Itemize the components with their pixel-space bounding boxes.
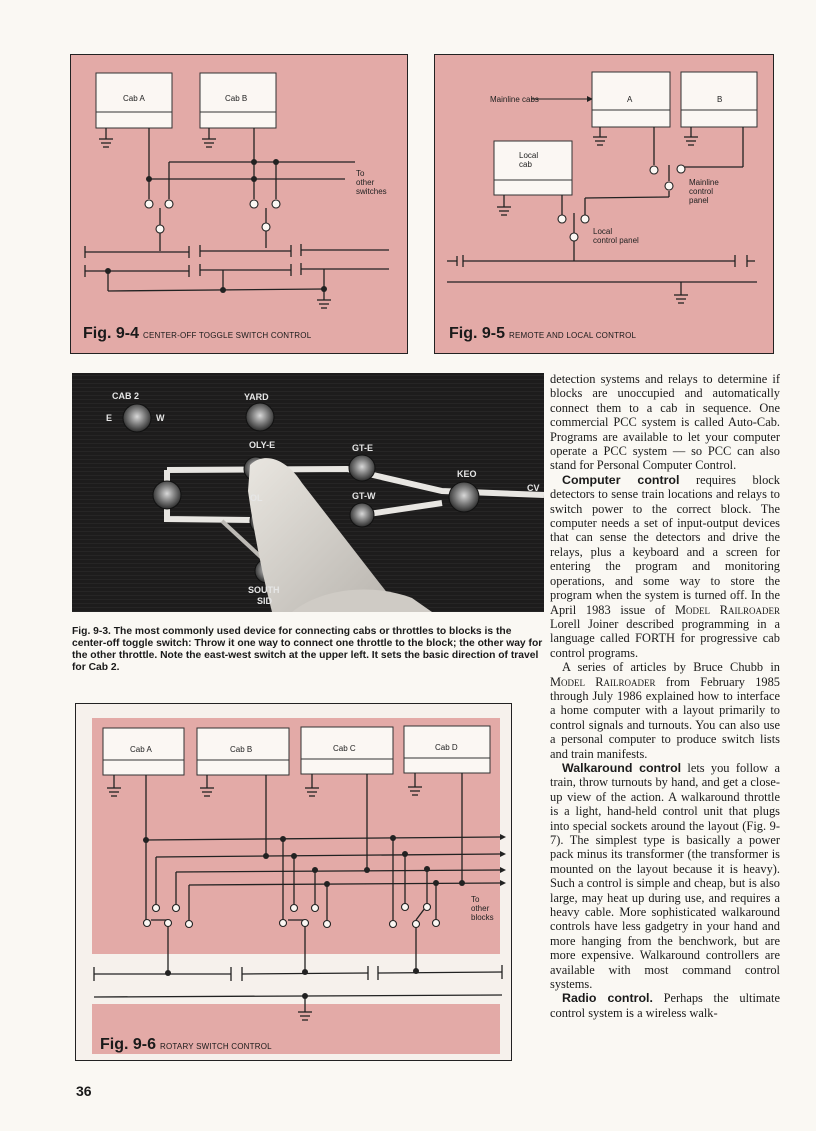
mainline-control-panel-label: Mainline [689, 178, 719, 187]
cab-2-label: CAB 2 [112, 391, 140, 401]
figure-number: Fig. 9-4 [83, 325, 140, 342]
heading-computer-control: Computer control [562, 472, 680, 487]
yard-label: YARD [244, 392, 269, 402]
fig-9-6-caption [100, 1036, 272, 1054]
cv-label: CV [527, 483, 540, 493]
mainline-cabs-label: Mainline cabs [490, 95, 539, 104]
cab-a-label: Cab A [123, 94, 145, 103]
gt-w-label: GT-W [352, 491, 376, 501]
photo-caption: Fig. 9-3. The most commonly used device for connecting cabs or throttles to blocks is the center-off toggle switch: Throw it one way to connect one throttle to the block; the other way for the other throttle. Note the east-west switch at the upper left. It sets the basic direction of travel for Cab 2. [72, 626, 543, 673]
figure-title: REMOTE AND LOCAL CONTROL [509, 331, 637, 340]
local-cab-label: Local [519, 151, 539, 160]
figure-number: Fig. 9-6 [100, 1036, 157, 1053]
paragraph-computer-control [550, 473, 780, 660]
toggle-contacts [145, 200, 280, 233]
figure-title: CENTER-OFF TOGGLE SWITCH CONTROL [143, 331, 312, 340]
oly-e-label: OLY-E [249, 440, 276, 450]
cab-b-label: Cab B [230, 745, 253, 754]
fig-9-4-caption [83, 325, 311, 343]
local-cab-label: cab [519, 160, 532, 169]
photo-illustration [72, 373, 544, 612]
mainline-control-panel-label: panel [689, 196, 709, 205]
to-other-switches-note: switches [356, 187, 387, 196]
paragraph-pcc: detection systems and relays to determine if blocks are unoccupied and automatically connect them to a cab in sequence. One commercial PCC system is called Auto-Cab. Programs are available to let your computer operate a PCC system — so PCC can also stand for Personal Computer Control. [550, 372, 780, 473]
to-other-switches-note: other [356, 178, 375, 187]
cab-boxes [103, 726, 490, 775]
cab-a-label: A [627, 95, 633, 104]
cab-d-label: Cab D [435, 743, 458, 752]
cab-b-label: Cab B [225, 94, 248, 103]
text-run: Lorell Joiner described programming in a language called FORTH for progressive cab control programs. [550, 616, 780, 660]
gt-e-label: GT-E [352, 443, 374, 453]
text-run: A series of articles by Bruce Chubb in [562, 660, 780, 675]
text-run: lets you follow a train, throw turnouts by hand, and get a close-up view of the action. A walkaround throttle is a light, hand-held control unit that plugs into special sockets around the layout (Fig. 9-7). The simplest type is basically a power pack minus its transformer (the transformer is mounted on the layout because it is heavy). Such a control is simple and cheap, but is also large, may heat up during use, and requires a heavy cable. More sophisticated walkaround controls have less gadgetry in your hand and more hanging from the benchwork, but are more expensive. Walkaround controllers are available with most command control systems. [550, 760, 780, 992]
figure-9-6 [75, 703, 512, 1061]
to-other-blocks-note: To [471, 895, 480, 904]
local-cab-box [494, 141, 572, 195]
oly-w-label: OL [250, 493, 263, 503]
mainline-cab-a-box [592, 72, 670, 127]
page-number: 36 [76, 1083, 92, 1099]
figure-9-4 [70, 54, 408, 354]
fig-9-6-schematic [76, 704, 513, 1062]
switch-contacts [558, 165, 685, 241]
west-label: W [156, 413, 165, 423]
heading-radio-control: Radio control. [562, 991, 653, 1006]
magazine-name: Model Railroader [550, 674, 656, 689]
fig-9-5-caption [449, 325, 636, 343]
mainline-cab-b-box [681, 72, 757, 127]
keo-label: KEO [457, 469, 477, 479]
to-other-blocks-note: other [471, 904, 490, 913]
cab-a-box [96, 73, 172, 128]
sid-label: SID [257, 596, 273, 606]
south-label: SOUTH [248, 585, 280, 595]
cab-b-label: B [717, 95, 723, 104]
local-control-panel-label: control panel [593, 236, 639, 245]
bus-arrows [500, 834, 506, 886]
mainline-control-panel-label: control [689, 187, 714, 196]
cab-b-box [200, 73, 276, 128]
heading-walkaround-control: Walkaround control [562, 760, 682, 775]
to-other-blocks-note: blocks [471, 913, 494, 922]
figure-9-5 [434, 54, 774, 354]
to-other-switches-note: To [356, 169, 365, 178]
control-panel-photo [72, 373, 544, 612]
cab-a-label: Cab A [130, 745, 152, 754]
magazine-name: Model Railroader [674, 602, 780, 617]
text-run: Perhaps the ultimate control system is a wireless walk- [550, 991, 780, 1020]
figure-title: ROTARY SWITCH CONTROL [160, 1042, 272, 1051]
text-run: from February 1985 through July 1986 explained how to interface a home computer with a layout primarily to control signals and turnouts. You can also use a personal computer to produce switch lists and train manifests. [550, 674, 781, 761]
figure-number: Fig. 9-5 [449, 325, 506, 342]
rotary-contacts [144, 904, 440, 928]
fig-9-5-schematic [435, 55, 775, 355]
text-run: requires block detectors to sense train locations and relays to switch power to the correct block. The computer needs a set of input-output devices that can sense the detectors and drive the relays, plus a keyboard and a screen for entering the program and monitoring operations, and some way to store the program when the system is turned off. In the April 1983 issue of [550, 472, 780, 617]
fig-9-4-schematic [71, 55, 409, 355]
cab-c-label: Cab C [333, 744, 356, 753]
local-control-panel-label: Local [593, 227, 613, 236]
east-label: E [106, 413, 113, 423]
paragraph-walkaround [550, 761, 780, 992]
paragraph-chubb [550, 660, 780, 761]
article-column [550, 372, 780, 1020]
paragraph-radio [550, 991, 780, 1020]
